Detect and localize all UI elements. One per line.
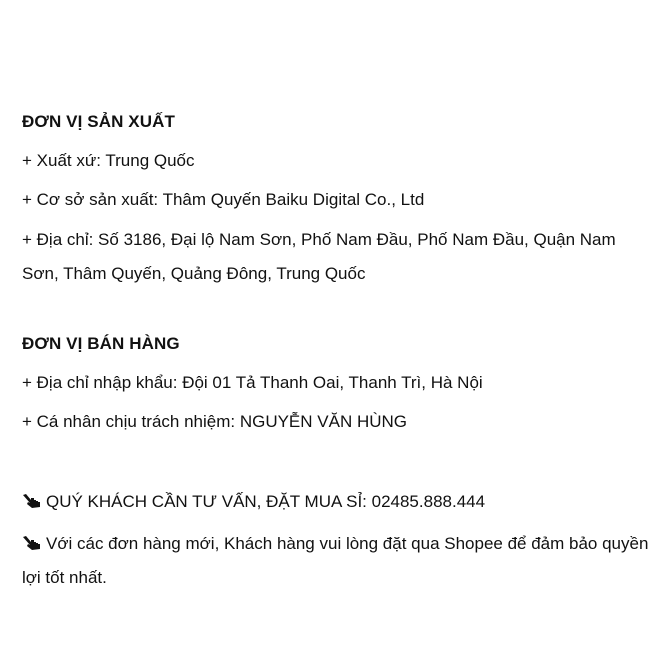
seller-heading: ĐƠN VỊ BÁN HÀNG bbox=[22, 334, 180, 353]
note-paragraph bbox=[22, 527, 652, 595]
pointing-hand-icon bbox=[22, 535, 42, 551]
origin-line: + Xuất xứ: Trung Quốc bbox=[22, 151, 195, 170]
hotline-line bbox=[22, 492, 485, 512]
hotline-text: QUÝ KHÁCH CẦN TƯ VẤN, ĐẶT MUA SỈ: 02485.888.444 bbox=[46, 492, 486, 511]
producer-heading: ĐƠN VỊ SẢN XUẤT bbox=[22, 112, 175, 131]
facility-line: + Cơ sở sản xuất: Thâm Quyến Baiku Digital Co., Ltd bbox=[22, 190, 425, 209]
pointing-hand-icon bbox=[22, 493, 42, 509]
responsible-line: + Cá nhân chịu trách nhiệm: NGUYỄN VĂN HÙNG bbox=[22, 412, 408, 431]
note-text: Với các đơn hàng mới, Khách hàng vui lòng đặt qua Shopee để đảm bảo quyền lợi tốt nhất. bbox=[22, 534, 649, 587]
address-paragraph: + Địa chỉ: Số 3186, Đại lộ Nam Sơn, Phố Nam Đầu, Phố Nam Đầu, Quận Nam Sơn, Thâm Quyến, Quảng Đông, Trung Quốc bbox=[22, 230, 616, 283]
import-address-line: + Địa chỉ nhập khẩu: Đội 01 Tả Thanh Oai, Thanh Trì, Hà Nội bbox=[22, 373, 483, 392]
